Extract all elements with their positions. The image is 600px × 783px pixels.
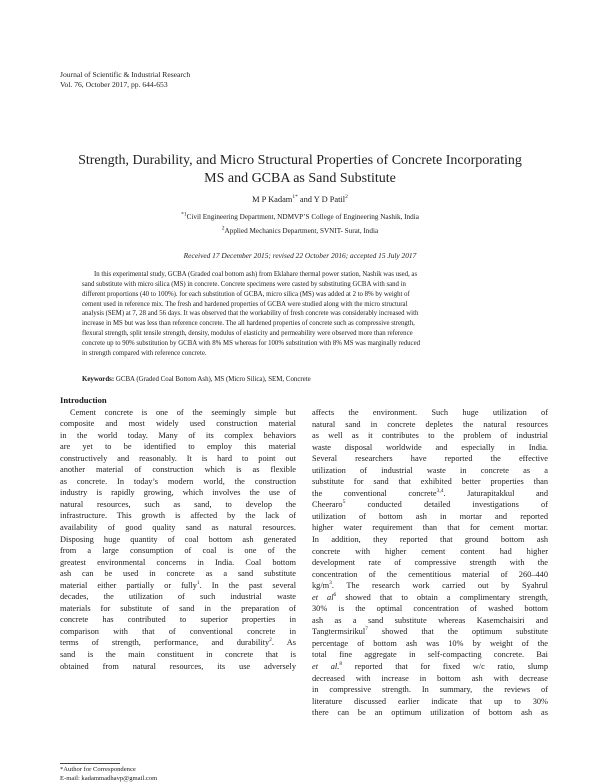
author-1-sup: 1* — [292, 194, 298, 201]
body-text: terms of strength, performance, and durability — [60, 638, 270, 648]
body-line: Cement concrete is one of the seemingly simple but — [70, 407, 296, 417]
body-line: 30% is the optimal concentration of washed bottom — [312, 604, 548, 614]
footnote-author: *Author for Correspondence — [60, 766, 136, 773]
author-1: M P Kadam — [252, 195, 293, 204]
citation-6: 6 — [333, 591, 337, 598]
body-text: et al. — [312, 662, 340, 672]
body-line: waste disposal worldwide and especially in India. — [312, 442, 548, 452]
body-text: reported that for fixed w/c ratio, slump — [342, 662, 549, 672]
body-line: substitute for sand that exhibited better properties than — [312, 477, 548, 487]
footnote-divider — [60, 763, 120, 764]
body-line: Disposing huge quantity of coal bottom ash generated — [60, 534, 296, 544]
journal-issue: Vol. 76, October 2017, pp. 644-653 — [60, 80, 168, 89]
body-text: . In the past several — [199, 580, 297, 590]
citation-3: 3 — [329, 580, 332, 587]
body-text: showed that the optimum substitute — [367, 627, 548, 637]
right-column — [312, 407, 548, 719]
body-line: decades, the utilization of such industrial waste — [60, 592, 296, 602]
abstract-line: In this experimental study, GCBA (Graded coal bottom ash) from Eklahare thermal power station, Nashik was used, as — [94, 271, 418, 278]
body-line: as well as it contributes to the problem of industrial — [312, 431, 548, 441]
section-heading-introduction: Introduction — [60, 395, 107, 405]
affiliation-2-sup: 2 — [221, 225, 225, 232]
body-line — [312, 661, 548, 673]
body-line: in the world today. Many of its complex behaviors — [60, 430, 296, 440]
body-line: higher water requirement than that for cement mortar. — [312, 523, 548, 533]
body-line: sand is the main constituent in concrete that is — [60, 650, 296, 660]
citation-5: 5 — [342, 499, 346, 506]
abstract — [82, 270, 526, 359]
abstract-line: different proportions (40 to 100%). for each substitution of GCBA, micro silica (MS) was added at 2 to 8% by weight of — [82, 290, 410, 298]
body-line — [60, 637, 296, 649]
citation-3-4: 3,4 — [436, 488, 444, 495]
body-line — [312, 580, 548, 592]
body-line: are yet to be identified to employ this material — [60, 442, 296, 452]
footnote-email: E-mail: kadammadhavp@gmail.com — [60, 775, 158, 782]
body-line: from a large consumption of coal is one of the — [60, 546, 296, 556]
body-text: utilization — [312, 511, 346, 521]
body-line: obtained from natural resources, its use adversely — [60, 661, 296, 671]
author-2-sup: 2 — [345, 194, 348, 201]
body-text: material either partially or fully — [60, 580, 197, 590]
body-line — [312, 499, 548, 511]
body-text: of bottom ash in mortar and reported — [358, 511, 548, 521]
body-text: kg/m — [312, 581, 330, 591]
body-line — [312, 488, 548, 500]
keywords-label: Keywords: — [82, 376, 115, 383]
abstract-line: analysis (SEM) at 7, 28 and 56 days. It was observed that the workability of fresh concrete was considerably increased with — [82, 310, 419, 318]
body-line: affects the environment. Such huge utilization of — [312, 408, 548, 417]
body-line: concrete has contributed to superior properties in — [60, 615, 296, 625]
author-list — [0, 194, 600, 205]
body-line — [312, 592, 548, 604]
body-line: availability of good quality sand as natural resources. — [60, 523, 296, 533]
affiliation-2-text: Applied Mechanics Department, SVNIT- Surat, India — [224, 227, 379, 235]
abstract-line: flexural strength, split tensile strength, density, modulus of elasticity and permeability were observed more than reference — [82, 330, 413, 338]
abstract-line: increase in MS but was less than reference concrete. The all hardened properties of concrete such as compressive strength, — [82, 320, 415, 328]
journal-header — [60, 70, 190, 90]
body-line: natural sand in concrete depletes the natural resources — [312, 419, 548, 429]
body-line: in compressive strength. In summary, the reviews of — [312, 685, 548, 695]
body-line: materials for substitute of sand in the preparation of — [60, 603, 296, 613]
body-line: Several researchers have reported the effective — [312, 454, 548, 464]
citation-1: 1 — [196, 579, 200, 586]
affiliation-1-text: Civil Engineering Department, NDMVP’S College of Engineering Nashik, India — [186, 213, 419, 221]
body-line: development rate of compressive strength with the — [312, 558, 548, 568]
body-line: ash can be used in concrete as a sand substitute — [60, 569, 296, 579]
body-text: showed that to obtain a complimentary strength, — [345, 592, 548, 602]
abstract-line: concrete up to 90% substitution by GCBA with 8% MS whereas for 100% substitution with 8% MS was marginally reduced — [82, 339, 420, 347]
body-text: Cheeraro — [312, 500, 343, 510]
abstract-line: in strength compared with reference concrete. — [82, 349, 207, 357]
body-line: total fine aggregate in self-compacting concrete. Bai — [312, 650, 548, 660]
body-text: conducted detailed investigations of — [345, 500, 548, 510]
body-text: . As — [271, 638, 296, 648]
body-text: . The research work carried out by Syahrul — [331, 581, 548, 591]
paper-title — [40, 152, 560, 187]
body-line: ash as a sand substitute whereas Kasemchaisiri and — [312, 615, 548, 625]
body-line: percentage of bottom ash was 10% by weight of the — [312, 638, 548, 648]
citation-7: 7 — [365, 626, 368, 633]
citation-8: 8 — [339, 661, 343, 668]
body-line: decreased with increase in bottom ash with decrease — [312, 673, 548, 683]
abstract-line: cement used in reference mix. The fresh and hardened properties of GCBA were studied along with the micro structural — [82, 300, 408, 308]
abstract-line: sand substitute with micro silica (MS) in concrete. Concrete specimens were casted by substituting GCBA with sand in — [82, 280, 406, 288]
body-text: . Jaturapitakkul and — [443, 488, 549, 498]
body-line: infrastructure. This growth is affected by the lack of — [60, 511, 296, 521]
body-line — [60, 580, 296, 592]
keywords-text: GCBA (Graded Coal Bottom Ash), MS (Micro Silica), SEM, Concrete — [114, 376, 311, 383]
body-text: et al — [312, 592, 334, 602]
body-line: In addition, they reported that ground bottom ash — [312, 535, 548, 545]
body-line: literature discussed earlier indicate that up to 30% — [312, 696, 548, 706]
body-line: concrete with higher cement content had higher — [312, 546, 548, 556]
body-line: concentration of the cementitious material of 260–440 — [312, 569, 548, 579]
journal-name: Journal of Scientific & Industrial Research — [60, 70, 191, 79]
citation-2: 2 — [269, 637, 272, 644]
body-text: the conventional concrete — [312, 488, 437, 498]
body-line — [312, 511, 548, 523]
title-line-1: Strength, Durability, and Micro Structural Properties of Concrete Incorporating — [78, 153, 522, 168]
body-line: greatest environmental concerns in India. Coal bottom — [60, 557, 296, 567]
title-line-2: MS and GCBA as Sand Substitute — [204, 170, 396, 186]
body-line — [312, 626, 548, 638]
body-line: comparison with that of conventional concrete in — [60, 626, 296, 636]
author-2: Y D Patil — [313, 195, 346, 204]
body-line: as concrete. In today’s modern world, the construction — [60, 476, 296, 486]
body-line: industry is rapidly growing, which involves the use of — [60, 488, 296, 498]
body-line: another material of construction which is as flexible — [60, 465, 296, 475]
body-line: there can be an optimum utilization of bottom ash as — [312, 708, 548, 718]
affiliation-2 — [0, 226, 600, 236]
affiliation-1-sup: *1 — [181, 211, 187, 218]
keywords — [82, 375, 552, 385]
body-text: Tangtermsirikul — [312, 627, 366, 637]
left-column — [60, 395, 296, 672]
affiliation-1 — [0, 212, 600, 222]
body-line: composite and most widely used construction material — [60, 419, 296, 429]
body-line: utilization of industrial waste in concrete as a — [312, 465, 548, 475]
received-dates: Received 17 December 2015; revised 22 October 2016; accepted 15 July 2017 — [183, 251, 417, 260]
body-line: constructively and reasonably. It is hard to point out — [60, 453, 296, 463]
author-and: and — [297, 195, 314, 204]
body-line: natural resources, such as sand, to develop the — [60, 499, 296, 509]
